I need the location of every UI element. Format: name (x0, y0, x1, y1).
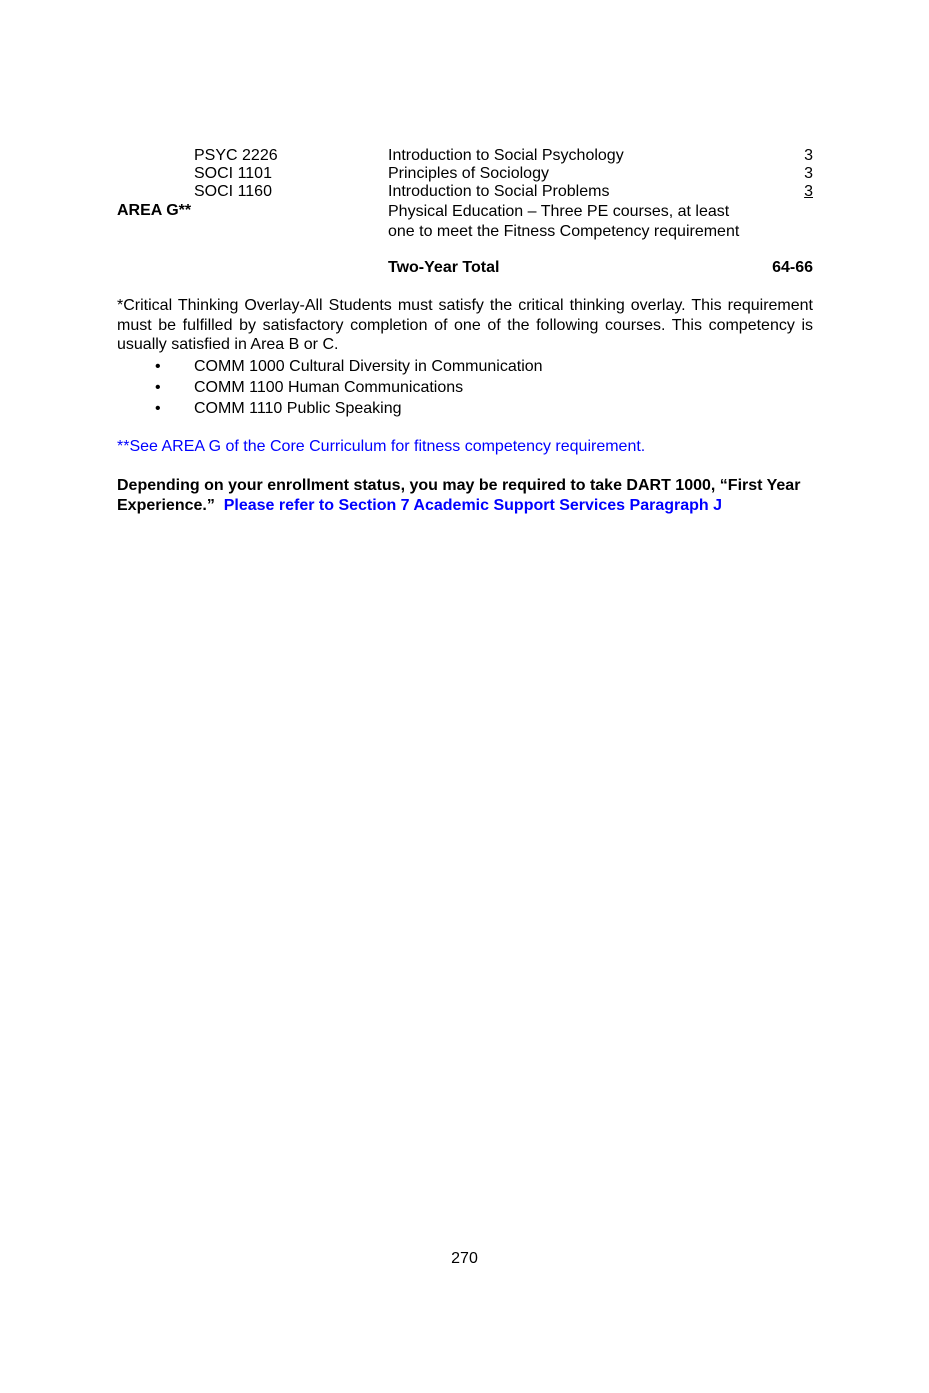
list-item (117, 398, 543, 419)
course-credits: 3 (804, 183, 813, 200)
course-title: Introduction to Social Problems (388, 183, 610, 200)
total-value: 64-66 (772, 259, 813, 276)
course-credits: 3 (804, 165, 813, 182)
enrollment-note (117, 476, 813, 516)
bullet-icon: • (155, 358, 161, 375)
course-credits: 3 (804, 147, 813, 164)
enrollment-note-text: Depending on your enrollment status, you may be required to take DART 1000, “First Year Experience.” (117, 477, 801, 514)
list-item-text: COMM 1000 Cultural Diversity in Communication (194, 358, 543, 375)
course-title: Introduction to Social Psychology (388, 147, 624, 164)
area-g-label: AREA G** (117, 202, 192, 219)
course-code: SOCI 1160 (194, 183, 272, 200)
area-g-description-line2: one to meet the Fitness Competency requirement (388, 223, 740, 240)
section-7-reference-link[interactable]: Please refer to Section 7 Academic Support Services Paragraph J (223, 497, 722, 514)
area-g-description-line1: Physical Education – Three PE courses, at least (388, 203, 730, 220)
list-item (117, 377, 543, 398)
course-code: PSYC 2226 (194, 147, 278, 164)
page-number: 270 (451, 1250, 478, 1267)
fitness-competency-note: **See AREA G of the Core Curriculum for fitness competency requirement. (117, 438, 646, 455)
bullet-icon: • (155, 379, 161, 396)
list-item (117, 356, 543, 377)
course-title: Principles of Sociology (388, 165, 549, 182)
critical-thinking-paragraph: *Critical Thinking Overlay-All Students must satisfy the critical thinking overlay. This requirement must be fulfilled by satisfactory completion of one of the following courses. This competency is usually satisfied in Area B or C. (117, 297, 813, 353)
bullet-icon: • (155, 400, 161, 417)
course-code: SOCI 1101 (194, 165, 272, 182)
total-label: Two-Year Total (388, 259, 500, 276)
critical-thinking-course-list (117, 356, 543, 419)
list-item-text: COMM 1100 Human Communications (194, 379, 464, 396)
list-item-text: COMM 1110 Public Speaking (194, 400, 402, 417)
